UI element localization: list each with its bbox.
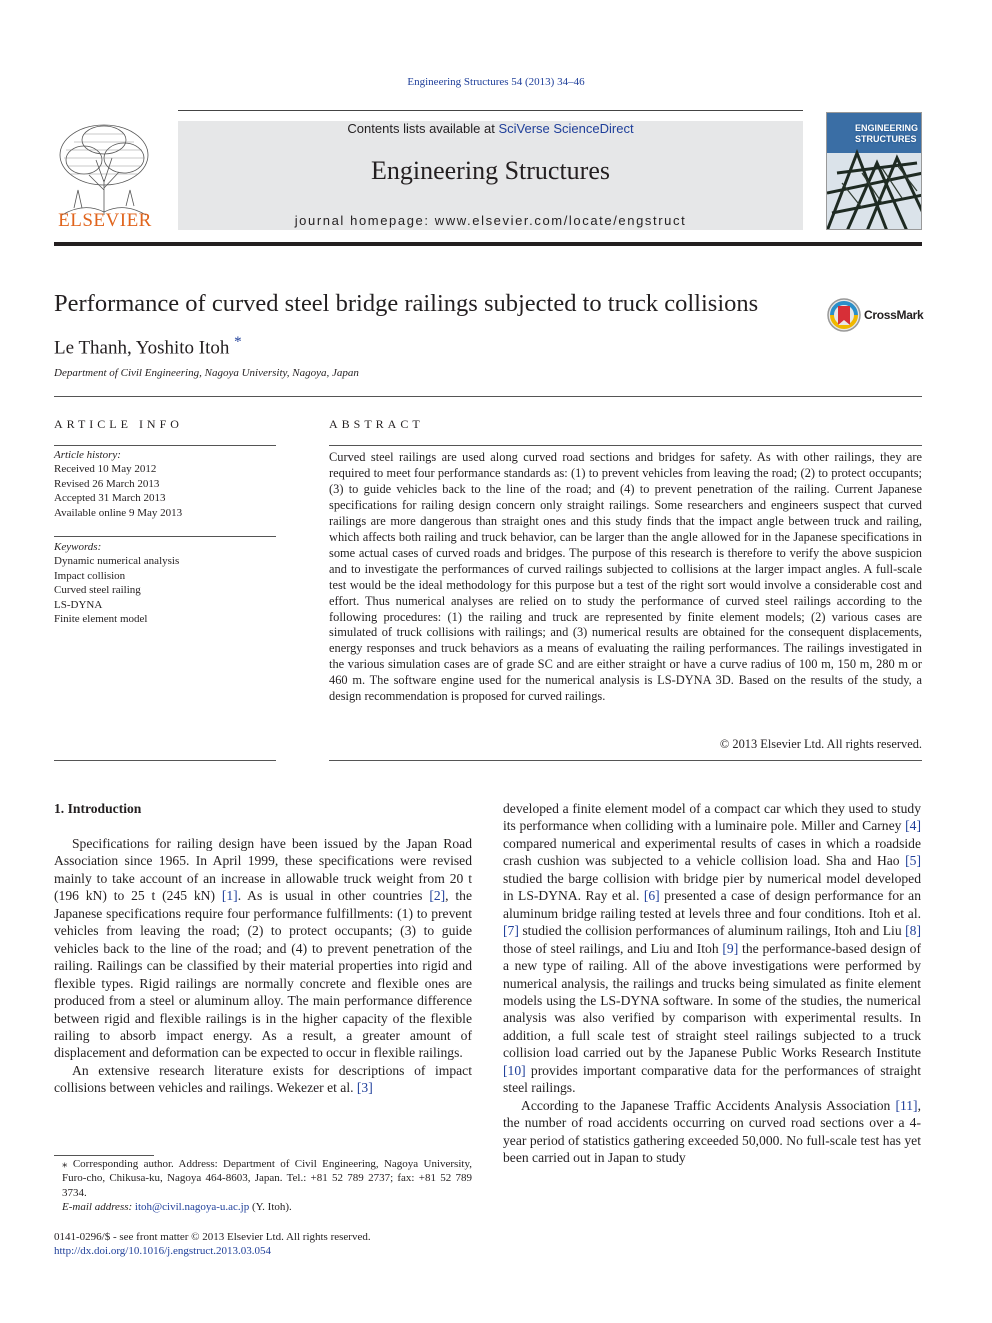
publisher-logo-text: ELSEVIER bbox=[58, 210, 152, 231]
body-left-column bbox=[54, 835, 472, 1097]
journal-reference[interactable]: Engineering Structures 54 (2013) 34–46 bbox=[407, 76, 585, 88]
contents-prefix: Contents lists available at bbox=[347, 121, 499, 136]
paragraph bbox=[54, 835, 472, 1062]
citation-link[interactable]: [3] bbox=[356, 1080, 373, 1096]
section-heading-introduction: 1. Introduction bbox=[54, 801, 142, 816]
header-thick-rule bbox=[54, 242, 922, 246]
affiliation-rule bbox=[54, 396, 922, 397]
history-label: Article history: bbox=[54, 449, 121, 461]
citation-link[interactable]: [5] bbox=[905, 853, 921, 869]
journal-cover-image bbox=[826, 112, 922, 230]
keyword-item: Curved steel railing bbox=[54, 584, 141, 597]
citation-link[interactable]: [2] bbox=[429, 888, 446, 904]
header-rule bbox=[178, 110, 803, 111]
body-right-column bbox=[503, 800, 921, 1167]
article-history bbox=[54, 448, 276, 520]
text-run: compared numerical and experimental results of cases in which a roadside crash cushion was subjected to a vehicle collision load. Sha and Hao bbox=[503, 835, 921, 869]
history-accepted: Accepted 31 March 2013 bbox=[54, 492, 166, 505]
abstract-heading: ABSTRACT bbox=[329, 417, 424, 431]
doi-link[interactable]: http://dx.doi.org/10.1016/j.engstruct.2013.03.054 bbox=[54, 1245, 272, 1258]
citation-link[interactable]: [8] bbox=[905, 923, 921, 939]
paragraph bbox=[54, 1062, 472, 1097]
text-run: , the number of road accidents occurring on curved road sections over a 4-year period of statistics gathering exceeded 50,000. No full-scale test has yet been carried out in Japan to study bbox=[503, 1097, 921, 1166]
text-run: According to the Japanese Traffic Accidents Analysis Association bbox=[521, 1097, 896, 1113]
citation-link[interactable]: [10] bbox=[503, 1062, 526, 1078]
crossmark-icon[interactable] bbox=[826, 297, 862, 333]
cover-title-line1: ENGINEERING bbox=[855, 123, 919, 133]
authors-text: Le Thanh, Yoshito Itoh bbox=[54, 337, 230, 359]
affiliation: Department of Civil Engineering, Nagoya University, Nagoya, Japan bbox=[54, 367, 359, 379]
keyword-item: LS-DYNA bbox=[54, 598, 103, 611]
footnote-mark: ⁎ bbox=[62, 1158, 68, 1170]
citation-link[interactable]: [4] bbox=[905, 818, 921, 834]
keyword-item: Finite element model bbox=[54, 613, 148, 626]
footnote-address bbox=[54, 1157, 472, 1200]
journal-homepage bbox=[178, 213, 803, 228]
text-run: , the Japanese specifications require four performance fulfillments: (1) to prevent vehicles from leaving the road; (2) to protect occupants; (3) to guide vehicles back to the line of the road; and (4) to prevent penetration of the railing. Railings can be classified by their material properties into rigid and flexible types. Rigid railings are normally concrete and flexible ones are produced from a steel or aluminum alloy. The main performance difference between rigid and flexible railings is in the higher capacity of the flexible railing to absorb impact energy. As a result, a greater amount of displacement and deformation can be expected to occur in flexible railings. bbox=[54, 888, 473, 1061]
text-run: those of steel railings, and Liu and Itoh bbox=[503, 940, 723, 956]
footnote-rule bbox=[54, 1155, 154, 1156]
footnote-email bbox=[54, 1200, 472, 1214]
text-run: the performance-based design of a new type of railing. All of the above investigations were performed by numerical analysis, the railings and trucks being simulated as finite element models using the LS-DYNA software. In some of the studies, the numerical analysis was also verified by comparison with experimental results. In addition, a full scale test of straight steel railings subjected to a truck collision load carried out by the Japanese Public Works Research Institute bbox=[503, 940, 921, 1061]
citation-link[interactable]: [6] bbox=[643, 888, 660, 904]
text-run: studied the collision performances of aluminum railings, Itoh and Liu bbox=[518, 923, 906, 939]
history-revised: Revised 26 March 2013 bbox=[54, 477, 160, 490]
article-title: Performance of curved steel bridge railings subjected to truck collisions bbox=[54, 290, 759, 317]
text-run: . As is usual in other countries bbox=[237, 888, 430, 904]
info-bottom-rule bbox=[54, 760, 276, 761]
keyword-item: Impact collision bbox=[54, 569, 126, 582]
corresponding-author-footnote bbox=[54, 1157, 472, 1215]
citation-link[interactable]: [7] bbox=[503, 923, 519, 939]
homepage-link[interactable]: www.elsevier.com/locate/engstruct bbox=[434, 213, 687, 228]
text-run: An extensive research literature exists for descriptions of impact collisions between vehicles and railings. Wekezer et al. bbox=[54, 1062, 472, 1096]
abstract-bottom-rule bbox=[329, 760, 922, 761]
text-run: provides important comparative data for the performances of straight steel railings. bbox=[503, 1062, 921, 1096]
article-info-heading: ARTICLE INFO bbox=[54, 417, 183, 431]
keywords-label: Keywords: bbox=[54, 541, 102, 553]
abstract-rule bbox=[329, 445, 922, 446]
email-suffix: (Y. Itoh). bbox=[249, 1201, 292, 1214]
citation-link[interactable]: [11] bbox=[895, 1097, 918, 1113]
footnote-text: Corresponding author. Address: Department of Civil Engineering, Nagoya University, Furo-cho, Chikusa-ku, Nagoya 464-8603, Japan. Tel.: +81 52 789 2737; fax: +81 52 789 3734. bbox=[62, 1158, 472, 1199]
text-run: presented a case of design performance for an aluminum bridge railing tested at levels three and four conditions. Itoh et al. bbox=[503, 888, 922, 921]
text-run: studied the barge collision with bridge pier by numerical model developed in LS-DYNA. Ray et al. bbox=[503, 870, 921, 904]
author-list bbox=[54, 334, 242, 359]
paragraph bbox=[503, 800, 921, 1097]
cover-title-line2: STRUCTURES bbox=[855, 134, 917, 144]
crossmark-label[interactable]: CrossMark bbox=[864, 308, 924, 322]
email-link[interactable]: itoh@civil.nagoya-u.ac.jp bbox=[134, 1201, 250, 1214]
corresponding-author-mark[interactable]: * bbox=[234, 334, 242, 350]
paragraph bbox=[503, 1097, 921, 1167]
contents-line bbox=[178, 121, 803, 136]
history-received: Received 10 May 2012 bbox=[54, 463, 157, 476]
keywords-rule bbox=[54, 536, 276, 537]
homepage-prefix: journal homepage: bbox=[294, 213, 435, 228]
history-online: Available online 9 May 2013 bbox=[54, 506, 183, 519]
citation-link[interactable]: [1] bbox=[221, 888, 238, 904]
citation-link[interactable]: [9] bbox=[722, 940, 739, 956]
cover-title bbox=[855, 123, 918, 145]
text-run: developed a finite element model of a compact car which they used to study its performance when colliding with a luminaire pole. Miller and Carney bbox=[503, 801, 921, 834]
email-label: E-mail address: bbox=[62, 1201, 135, 1214]
page-footer bbox=[54, 1230, 474, 1259]
sciencedirect-link[interactable]: SciVerse ScienceDirect bbox=[498, 121, 634, 136]
journal-name: Engineering Structures bbox=[371, 156, 610, 185]
abstract-text: Curved steel railings are used along curved road sections and bridges for safety. As with other railings, they are required to meet four performance standards as: (1) to prevent vehicles from leaving the road; (2) to protect occupants; (3) to guide vehicles back to the line of the road; and (4) to prevent penetration of the railing. Current Japanese specifications for railing design concern only straight railings. Some researchers and engineers suspect that curved railings are more dangerous than straight ones and this study finds that the impact angle between truck and railing, which affects both railing and truck behavior, can be larger than the angle allowed for in the Japanese specifications in some actual cases of curved roads and bridges. The purpose of this research is therefore to verify the above suspicion and to investigate the performances of curved railings subjected to collisions at the larger impact angles. A full-scale test would be the ideal methodology for this purpose but a test of the right sort would involve a considerable cost and effort. Thus numerical analyses are relied on to study the performance of curved steel railings according to the following procedures: (1) the railing and truck are represented by finite element models; (2) various cases are simulated of truck collisions with railings; and (3) numerical results are obtained for the consequent displacements, energy responses and truck behaviors as a means of evaluating the railing performances. The railings investigated in the various simulation cases are of grade SC and are either straight or have a curve radius of 100 m, 150 m, 280 m or 460 m. The software engine used for the numerical analysis is LS-DYNA 3D. Based on the results of the study, a design recommendation is proposed for curved railings. bbox=[329, 450, 922, 704]
keywords bbox=[54, 540, 276, 626]
issn-line: 0141-0296/$ - see front matter © 2013 Elsevier Ltd. All rights reserved. bbox=[54, 1231, 371, 1243]
text-run: Specifications for railing design have been issued by the Japan Road Association since 1965. In April 1999, these specifications were revised mainly to take account of an increase in allowable truck weight from 20 t (196 kN) to 25 t (245 kN) bbox=[54, 836, 472, 904]
keyword-item: Dynamic numerical analysis bbox=[54, 555, 180, 568]
copyright: © 2013 Elsevier Ltd. All rights reserved. bbox=[719, 737, 922, 751]
info-rule bbox=[54, 445, 276, 446]
